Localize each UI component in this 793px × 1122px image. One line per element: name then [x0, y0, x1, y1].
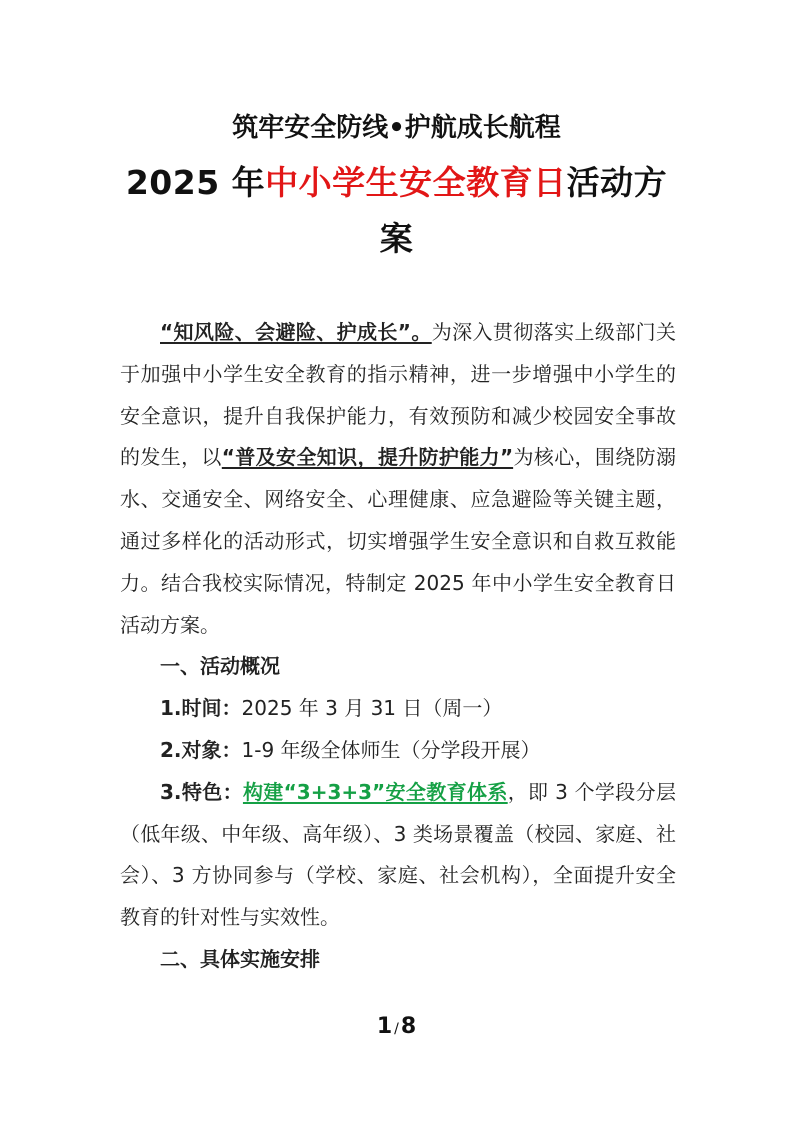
total-pages: 8: [400, 1014, 417, 1039]
intro-text-2: 为核心，围绕防溺水、交通安全、网络安全、心理健康、应急避险等关键主题，通过多样化的活动形式，切实增强学生安全意识和自救互救能力。结合我校实际情况，特制定 2025 年中小学生安全教育日活动方案。: [120, 445, 676, 637]
intro-core: “普及安全知识，提升防护能力”: [221, 445, 514, 470]
overview-feature: [120, 772, 676, 939]
current-page: 1: [376, 1014, 393, 1039]
document-subtitle: 筑牢安全防线•护航成长航程: [232, 113, 561, 143]
title-suffix: 活动方案: [379, 163, 668, 258]
page-separator: /: [394, 1021, 399, 1037]
target-label: 2.对象：: [160, 737, 242, 762]
time-label: 1.时间：: [160, 696, 242, 721]
intro-slogan: “知风险、会避险、护成长”。: [160, 320, 432, 344]
intro-paragraph: [120, 312, 676, 646]
intro-text-1: 为深入贯彻落实上级部门关于加强中小学生安全教育的指示精神，进一步增强中小学生的安全意识，提升自我保护能力，有效预防和减少校园安全事故的发生，以: [120, 320, 677, 470]
feature-label: 3.特色：: [160, 779, 243, 804]
target-value: 1-9 年级全体师生（分学段开展）: [241, 737, 541, 762]
feature-text: ，即 3 个学段分层（低年级、中年级、高年级）、3 类场景覆盖（校园、家庭、社会）、3 方协同参与（学校、家庭、社会机构），全面提升安全教育的针对性与实效性。: [120, 779, 676, 930]
section-1-heading: 一、活动概况: [160, 654, 280, 679]
page-number: [0, 1012, 793, 1044]
title-highlight: 中小学生安全教育日: [265, 163, 567, 202]
feature-highlight: 构建“3+3+3”安全教育体系: [242, 779, 508, 804]
document-title: [110, 155, 683, 267]
overview-target: [120, 730, 676, 772]
time-value: 2025 年 3 月 31 日（周一）: [241, 696, 503, 721]
document-body: [120, 312, 676, 981]
section-2-heading: 二、具体实施安排: [160, 946, 320, 971]
overview-time: [120, 688, 676, 730]
title-year: 2025 年: [125, 163, 266, 202]
